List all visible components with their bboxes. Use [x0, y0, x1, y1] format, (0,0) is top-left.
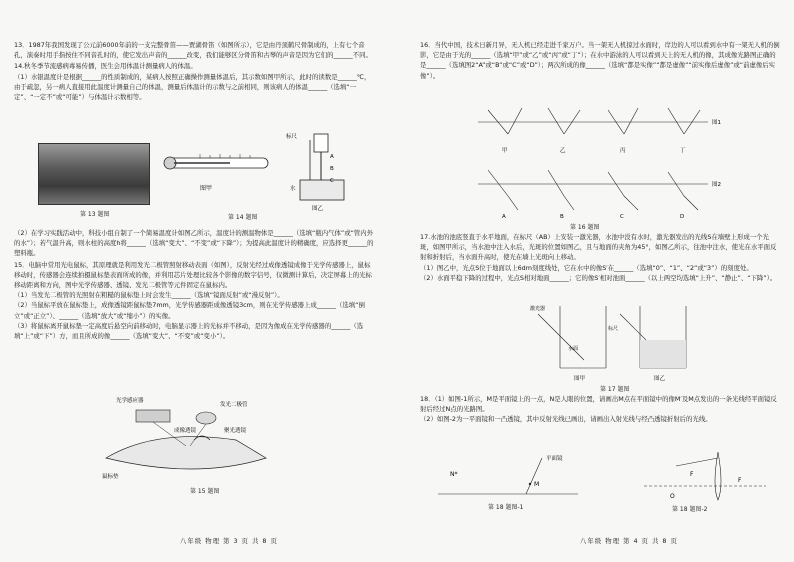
- mirror-label: 平面镜: [546, 456, 563, 462]
- point-m-label: M: [534, 481, 540, 488]
- fig16-label-tu2: 图2: [712, 182, 721, 188]
- fig16-label-b: B: [560, 214, 564, 220]
- label-a: A: [330, 154, 334, 160]
- bone-flute-photo: [38, 143, 150, 205]
- question-18-part-2: （2）如图-2为一平面镜和一凸透镜，其中反射光线已画出，请画出入射光线与经凸透镜折射后的光线。: [420, 415, 712, 424]
- question-14-part-1: （1）水银温度计是根据______的性质制成的，某病人按照正确操作测量体温后，其示数如图甲所示，此时的读数是______℃，由于疏忽，另一病人直接用此温度计测量自己的体温，测量后体温计的示数与之前相同，则该病人的体温______（选填“一定”、“一定不”或“可能”）与体温计示数相等。: [14, 72, 371, 102]
- imaging-lens-label: 成像透镜: [174, 428, 197, 434]
- right-footer: 八年级 物理 第 4 页 共 8 页: [580, 537, 678, 545]
- figure-17-laser-diagram: [520, 300, 710, 386]
- fig17-scale-label: 标尺: [608, 326, 619, 332]
- water-label: 水: [290, 186, 296, 192]
- focus-right-label: F: [738, 477, 742, 484]
- figure-15-caption: 第 15 题图: [190, 488, 220, 495]
- figure-14-caption: 第 14 题图: [228, 214, 258, 221]
- left-footer: 八年级 物理 第 3 页 共 8 页: [180, 537, 278, 545]
- question-13: 13．1987年我国发现了公元前6000年前的一支完整骨笛——贾湖骨笛（如图所示），它是由丹顶鹤尺骨制成的，上有七个音孔，演奏时用手指按住不同音孔时的，使它发出声音的______改变，我们能够区分骨笛和古琴的声音是因为它们的______不同。: [14, 41, 372, 60]
- fig16-label-tu1: 图1: [712, 120, 721, 126]
- condenser-lens-label: 聚光透镜: [224, 428, 247, 434]
- question-17-part-1: （1）图乙中，光点S位于地面以上6dm刻度线处，它在水中的像S′在______（选填“0”、“1”、“2”或“3”）的刻度处。: [420, 263, 753, 272]
- question-15: 15．电脑中常用光电鼠标，其原理就是利用发光二极管照射移动表面（如图），反射光经过成像透镜成像于光学传感器上，鼠标移动时，传感器会连续拍摄鼠标垫表面所成的像，并利用芯片处理比较各个影像的数字信号，仅微测计算后，决定屏幕上的光标移动距离和方向，图中光学传感器、透镜、发光二极管等元件固定在鼠标内。: [14, 260, 372, 290]
- fig17-yi-label: 图乙: [654, 376, 666, 382]
- focus-left-label: F: [690, 471, 694, 478]
- left-page-lower: [14, 228, 374, 341]
- question-15-part-2: （2）当鼠标平放在鼠标垫上，成像透镜距鼠标垫7mm，光学传感器距成像透镜3cm，则在光学传感器上成______（选填“倒立”或“正立”）、______（选填“放大”或“缩小”）的实像。: [14, 301, 365, 320]
- figure-14-jia-label: 图甲: [200, 185, 213, 192]
- fig16-label-ding: 丁: [680, 148, 686, 154]
- thermometer-diagram: [160, 140, 280, 200]
- right-page-middle: [420, 232, 780, 283]
- figure-18-2-caption: 第 18 题图-2: [672, 506, 708, 513]
- origin-o-label: O: [670, 493, 675, 500]
- bottle-thermometer-diagram: [282, 128, 354, 212]
- led-label: 发光二极管: [220, 402, 248, 408]
- figure-18-1-caption: 第 18 题图-1: [488, 504, 524, 511]
- question-17-part-2: （2）水面平稳下降的过程中，光点S相对地面______；它的像S′相对池面______（以上两空均选填“上升”、“静止”、“下降”）。: [420, 273, 777, 282]
- figure-18-1-mirror: [438, 452, 588, 502]
- question-15-part-1: （1）当发光二极管的光照射在粗糙的鼠标垫上时会发生______（选填“镜面反射”或“漫反射”）。: [14, 291, 284, 300]
- question-15-part-3: （3）将鼠标离开鼠标垫一定高度后悬空向前移动时，电脑显示器上的光标并不移动，是因为像成在光学传感器的______（选填“上”或“下”）方，而且所成的像______（选填“变大”、“不变”或“变小”）。: [14, 321, 364, 341]
- figure-18-2-lens: [640, 446, 770, 504]
- question-14-part-2: （2）在学习实践活动中，科技小组自制了一个简易温度计如图乙所示，温度计的测温物体是______（选填“瓶内气体”或“管内外的水”）；若气温升高，则水柱的高度h将______（选填“变大”、“不变”或“下降”）；为提高此温度计的精确度，应选择更______的塑料瓶。: [14, 229, 374, 258]
- fig16-label-jia: 甲: [502, 148, 508, 154]
- mousepad-label: 鼠标垫: [102, 474, 119, 480]
- sensor-label: 光学感应器: [116, 398, 144, 404]
- figure-13-caption: 第 13 题图: [80, 211, 110, 218]
- eye-n-label: N*: [450, 471, 458, 478]
- left-page: [14, 40, 374, 102]
- fig17-laser-label: 激光器: [530, 306, 546, 312]
- figure-16-caption: 第 16 题图: [570, 224, 600, 231]
- label-b: B: [330, 166, 334, 172]
- question-14: 14.秋冬季节流感病毒易传播，医生会用体温计测量病人的体温。: [14, 62, 197, 71]
- fig16-label-a: A: [502, 214, 506, 220]
- right-page-lower: [420, 394, 780, 425]
- optical-mouse-diagram: [96, 388, 286, 482]
- scale-label: 标尺: [286, 134, 298, 140]
- right-page: [420, 40, 780, 81]
- question-18-part-1: 18．（1）如图-1所示，M是平面镜上的一点，N是人眼的位置，请画出M点在平面镜中的像M′及M点发出的一条光线经平面镜反射后经过N点的光路图。: [420, 395, 777, 414]
- fig16-label-yi: 乙: [560, 148, 566, 154]
- fig16-label-bing: 丙: [620, 148, 626, 154]
- fig17-jia-label: 图甲: [574, 376, 586, 382]
- fig16-label-d: D: [680, 214, 685, 220]
- fig17-water-label: 水面: [568, 346, 579, 352]
- figure-16-ray-diagrams: [478, 100, 728, 220]
- question-17: 17.水池的池底竖直于水平地面，在标尺（AB）上安装一激光器，水池中没有水时，激光器发出的光线S在墙壁上形成一个光斑，如图甲所示，当水池中注入水后，光斑的位置如图乙，且与地面的夹角为45°，如图乙所示，往池中注水，使光在水平面反射和折射后，当水面升高时，使光在墙上光斑向上移动。: [420, 233, 777, 262]
- label-c: C: [330, 178, 334, 184]
- figure-17-caption: 第 17 题图: [600, 386, 630, 393]
- question-16: 16．当代中国，技术日新月异，无人机已经走进千家万户。当一架无人机掠过水面时，岸边的人可以看到水中有一架无人机的倒影，它是由于光的______（选填“甲”或“乙”或“丙”或“丁”）；在水中游泳的人可以看到天上的无人机的像，其成像光路图正确的是______（选填图2“A”或“B”或“C”或“D”）；两次所成的像______（选填“都是实像”“都是虚像”“前实像后虚像”或“前虚像后实像”）。: [420, 41, 780, 80]
- figure-14-yi-label: 图乙: [312, 206, 324, 212]
- fig16-label-c: C: [620, 214, 624, 220]
